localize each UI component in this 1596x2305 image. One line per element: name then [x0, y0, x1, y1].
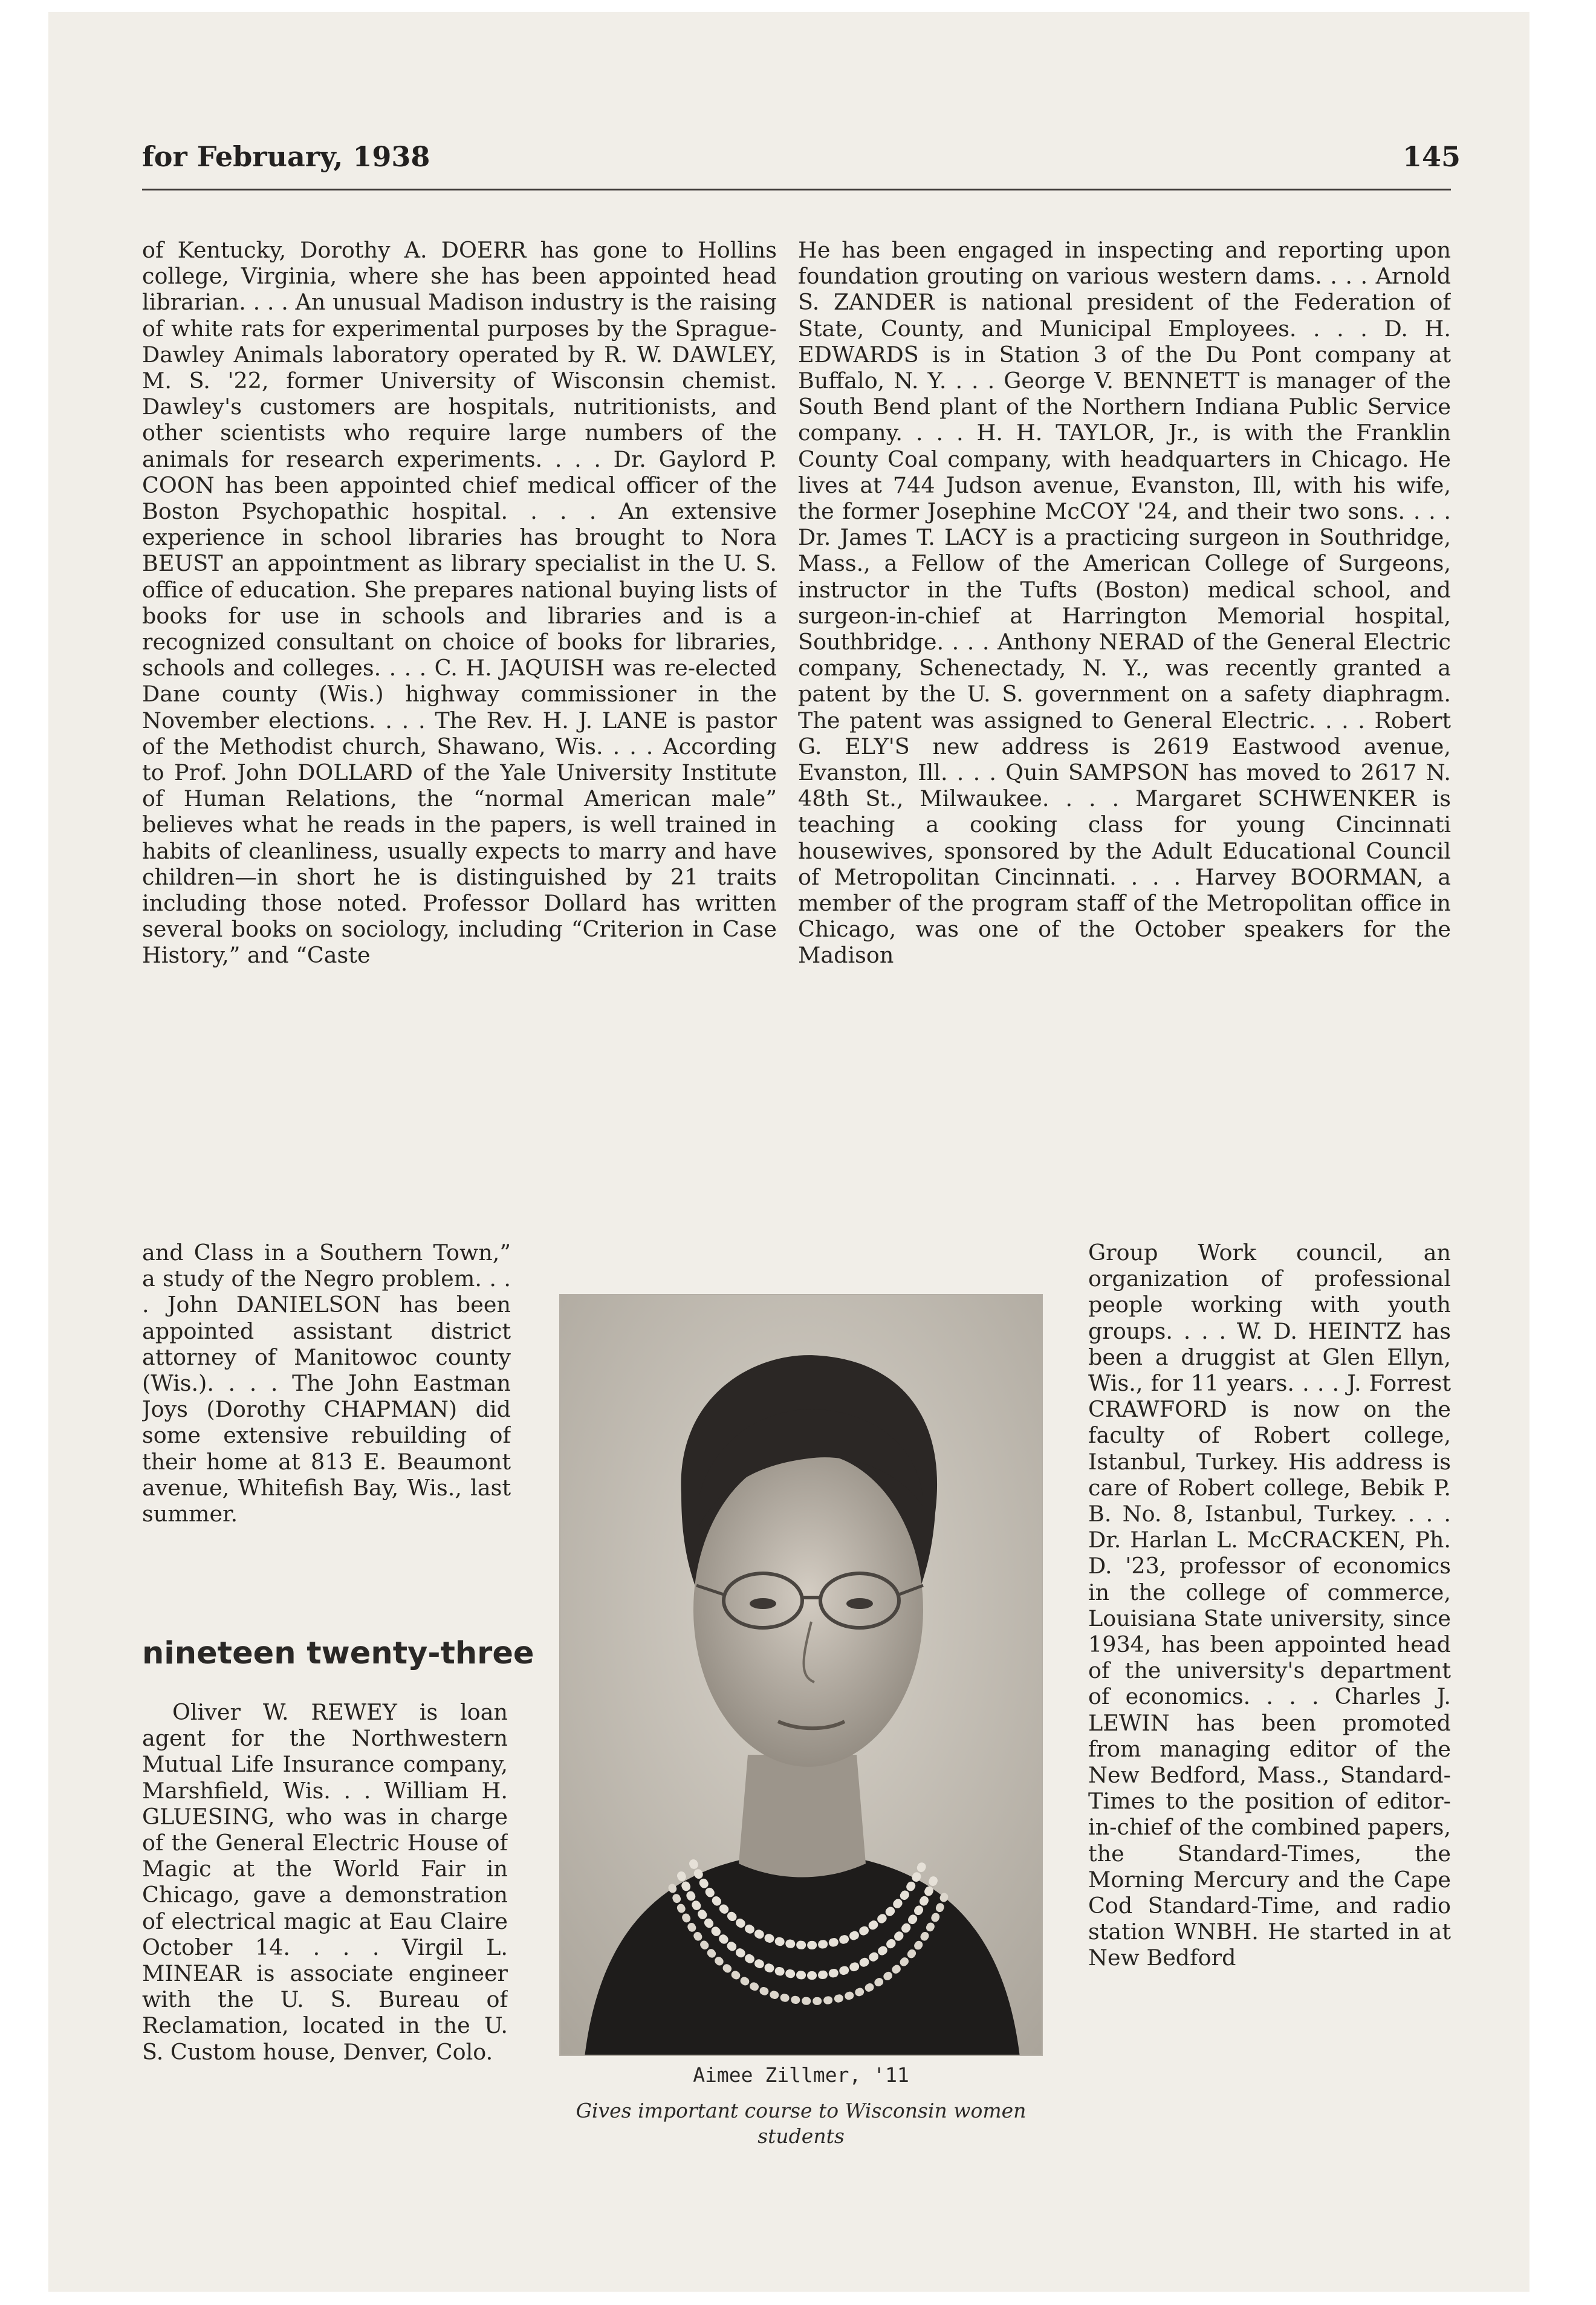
portrait-image — [560, 1295, 1043, 2056]
section-heading: nineteen twenty-three — [142, 1636, 534, 1671]
page-number: 145 — [1403, 140, 1461, 173]
running-header-date: for February, 1938 — [142, 140, 430, 173]
left-column-bottom-text: Oliver W. REWEY is loan agent for the Northwestern Mutual Life Insurance company, Marshfield, Wis. . . William H. GLUESING, who was in charge of the General Electric House of Magic at the World Fair in Chicago, gave a demonstration of electrical magic at Eau Claire October 14. . . . Virgil L. MINEAR is associate engineer with the U. S. Bureau of Reclamation, located in the U. S. Custom house, Denver, Colo. — [142, 1699, 508, 2065]
photo-caption-name: Aimee Zillmer, '11 — [693, 2063, 909, 2087]
portrait-photo — [559, 1294, 1043, 2056]
header-rule — [142, 189, 1451, 190]
right-column-narrow-text: Group Work council, an organization of professional people working with youth groups. . . . W. D. HEINTZ has been a druggist at Glen Ellyn, Wis., for 11 years. . . . J. Forrest CRAWFORD is now on the faculty of Robert college, Istanbul, Turkey. His address is care of Robert college, Bebik P. B. No. 8, Istanbul, Turkey. . . . Dr. Harlan L. McCRACKEN, Ph. D. '23, professor of economics in the college of commerce, Louisiana State university, since 1934, has been appointed head of the university's department of economics. . . . Charles J. LEWIN has been promoted from managing editor of the New Bedford, Mass., Standard-Times to the position of editor-in-chief of the combined papers, the Standard-Times, the Morning Mercury and the Cape Cod Standard-Time, and radio station WNBH. He started in at New Bedford — [1088, 1240, 1451, 1971]
photo-caption-description: Gives important course to Wisconsin women students — [576, 2099, 1027, 2148]
left-column-narrow-text: and Class in a Southern Town,” a study of the Negro problem. . . . John DANIELSON has been appointed assistant district attorney of Manitowoc county (Wis.). . . . The John Eastman Joys (Dorothy CHAPMAN) did some extensive rebuilding of their home at 813 E. Beaumont avenue, Whitefish Bay, Wis., last summer. — [142, 1240, 511, 1527]
left-column-text: of Kentucky, Dorothy A. DOERR has gone to Hollins college, Virginia, where she has been appointed head librarian. . . . An unusual Madison industry is the raising of white rats for experimental purposes by the Sprague-Dawley Animals laboratory operated by R. W. DAWLEY, M. S. '22, former University of Wisconsin chemist. Dawley's customers are hospitals, nutritionists, and other scientists who require large numbers of the animals for research experiments. . . . Dr. Gaylord P. COON has been appointed chief medical officer of the Boston Psychopathic hospital. . . . An extensive experience in school libraries has brought to Nora BEUST an appointment as library specialist in the U. S. office of education. She prepares national buying lists of books for use in schools and libraries and is a recognized consultant on choice of books for libraries, schools and colleges. . . . C. H. JAQUISH was re-elected Dane county (Wis.) highway commissioner in the November elections. . . . The Rev. H. J. LANE is pastor of the Methodist church, Shawano, Wis. . . . According to Prof. John DOLLARD of the Yale University Institute of Human Relations, the “normal American male” believes what he reads in the papers, is well trained in habits of cleanliness, usually expects to marry and have children—in short he is distinguished by 21 traits including those noted. Professor Dollard has written several books on sociology, including “Criterion in Case History,” and “Caste — [142, 237, 777, 969]
right-column-text: He has been engaged in inspecting and reporting upon foundation grouting on various western dams. . . . Arnold S. ZANDER is national president of the Federation of State, County, and Municipal Employees. . . . D. H. EDWARDS is in Station 3 of the Du Pont company at Buffalo, N. Y. . . . George V. BENNETT is manager of the South Bend plant of the Northern Indiana Public Service company. . . . H. H. TAYLOR, Jr., is with the Franklin County Coal company, with headquarters in Chicago. He lives at 744 Judson avenue, Evanston, Ill, with his wife, the former Josephine McCOY '24, and their two sons. . . . Dr. James T. LACY is a practicing surgeon in Southridge, Mass., a Fellow of the American College of Surgeons, instructor in the Tufts (Boston) medical school, and surgeon-in-chief at Harrington Memorial hospital, Southbridge. . . . Anthony NERAD of the General Electric company, Schenectady, N. Y., was recently granted a patent by the U. S. government on a safety diaphragm. The patent was assigned to General Electric. . . . Robert G. ELY'S new address is 2619 Eastwood avenue, Evanston, Ill. . . . Quin SAMPSON has moved to 2617 N. 48th St., Milwaukee. . . . Margaret SCHWENKER is teaching a cooking class for young Cincinnati housewives, sponsored by the Adult Educational Council of Metropolitan Cincinnati. . . . Harvey BOORMAN, a member of the program staff of the Metropolitan office in Chicago, was one of the October speakers for the Madison — [798, 237, 1451, 969]
